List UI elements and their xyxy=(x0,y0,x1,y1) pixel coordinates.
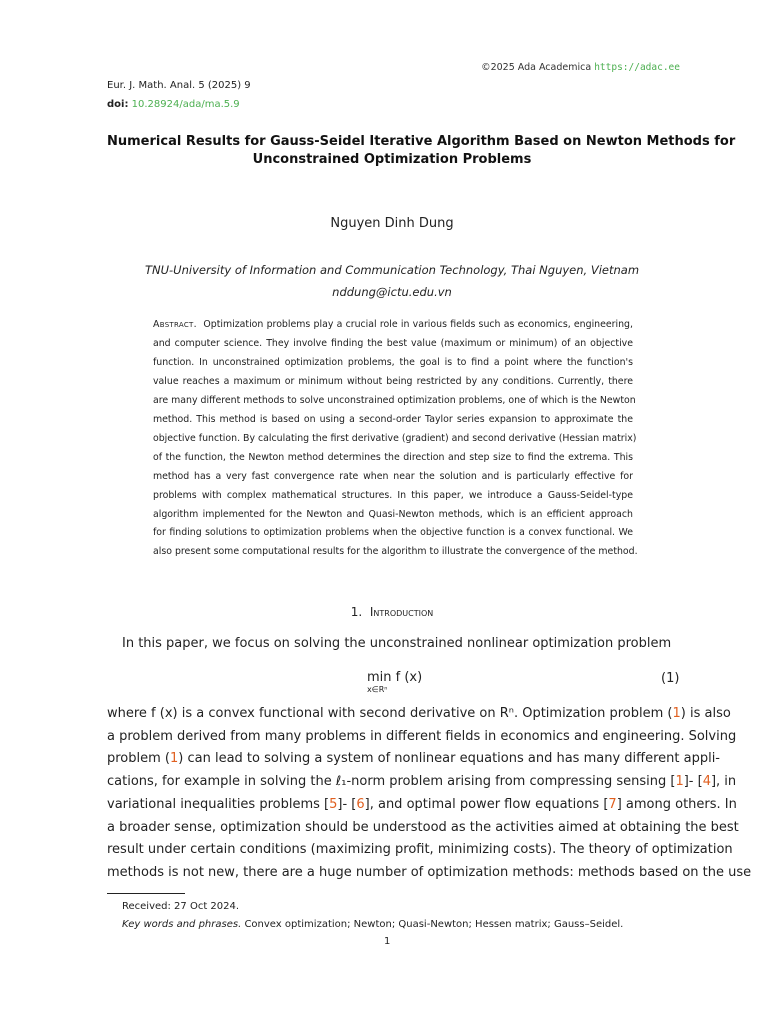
body-line: methods is not new, there are a huge number of optimization methods: methods based on the use xyxy=(107,864,752,880)
received-date: Received: 27 Oct 2024. xyxy=(122,901,240,912)
abstract-line: and computer science. They involve finding the best value (maximum or minimum) of an objective xyxy=(153,337,633,349)
doi-label: doi: xyxy=(107,99,129,110)
journal-url-link[interactable]: https://adac.ee xyxy=(594,62,680,73)
doi-link[interactable]: 10.28924/ada/ma.5.9 xyxy=(131,99,240,110)
section-heading xyxy=(107,605,677,619)
citation-link[interactable]: 7 xyxy=(608,796,617,812)
equation-ref-link[interactable]: 1 xyxy=(170,751,179,767)
title-line-2: Unconstrained Optimization Problems xyxy=(252,152,532,167)
abstract xyxy=(153,316,638,562)
equation-ref-link[interactable]: 1 xyxy=(672,706,681,721)
abstract-line: function. In unconstrained optimization problems, the goal is to find a point where the function's xyxy=(153,356,633,368)
affiliation: TNU-University of Information and Communication Technology, Thai Nguyen, Vietnam xyxy=(144,263,640,277)
abstract-line: Abstract. Optimization problems play a crucial role in various fields such as economics, engineering, xyxy=(153,319,633,330)
copyright-text: ©2025 Ada Academica xyxy=(481,62,592,73)
abstract-line: for finding solutions to optimization problems when the objective function is a convex functional. We xyxy=(153,527,633,539)
section-title: Introduction xyxy=(369,605,434,619)
citation-link[interactable]: 4 xyxy=(702,774,711,790)
abstract-line: of the function, the Newton method determines the direction and step size to find the extrema. This xyxy=(153,451,633,463)
keywords-list: Convex optimization; Newton; Quasi-Newton; Hessen matrix; Gauss–Seidel. xyxy=(244,919,624,930)
abstract-line: method. This method is based on using a second-order Taylor series expansion to approximate the xyxy=(153,413,633,425)
body-line: cations, for example in solving the ℓ₁-norm problem arising from compressing sensing [1]- [4], in xyxy=(107,774,737,790)
copyright-notice xyxy=(481,62,680,73)
body-line: variational inequalities problems [5]- [6], and optimal power flow equations [7] among others. In xyxy=(107,796,737,812)
journal-citation: Eur. J. Math. Anal. 5 (2025) 9 xyxy=(107,80,251,91)
abstract-line: are many different methods to solve unconstrained optimization problems, one of which is the Newton xyxy=(153,394,636,406)
title-line-1: Numerical Results for Gauss-Seidel Iterative Algorithm Based on Newton Methods for xyxy=(107,134,736,149)
body-line: result under certain conditions (maximizing profit, minimizing costs). The theory of optimization xyxy=(107,842,733,858)
section-number: 1. xyxy=(350,605,363,619)
citation-link[interactable]: 6 xyxy=(356,796,365,812)
doi-line xyxy=(107,99,240,110)
equation-subscript: x∈Rⁿ xyxy=(367,685,388,694)
body-line: where f (x) is a convex functional with second derivative on Rⁿ. Optimization problem (1) is also xyxy=(107,706,731,721)
equation-number: (1) xyxy=(661,671,680,686)
equation-main: min f (x) xyxy=(367,670,423,685)
keywords-label: Key words and phrases. xyxy=(122,919,242,930)
body-line: a broader sense, optimization should be understood as the activities aimed at obtaining the best xyxy=(107,819,739,835)
abstract-line: objective function. By calculating the first derivative (gradient) and second derivative (Hessian matrix) xyxy=(153,432,637,444)
keywords xyxy=(122,919,623,930)
page-number: 1 xyxy=(384,936,391,947)
author-name: Nguyen Dinh Dung xyxy=(330,216,454,231)
body-line: a problem derived from many problems in different fields in economics and engineering. Solving xyxy=(107,728,737,744)
abstract-line: method has a very fast convergence rate when near the solution and is particularly effective for xyxy=(153,470,633,482)
abstract-line: algorithm implemented for the Newton and Quasi-Newton methods, which is an efficient approach xyxy=(153,508,633,520)
abstract-line: also present some computational results for the algorithm to illustrate the convergence of the method. xyxy=(153,546,638,558)
author-email[interactable]: nddung@ictu.edu.vn xyxy=(332,285,452,299)
paper-title xyxy=(107,133,736,169)
citation-link[interactable]: 1 xyxy=(675,774,684,790)
intro-first-line: In this paper, we focus on solving the unconstrained nonlinear optimization problem xyxy=(122,636,672,651)
citation-link[interactable]: 5 xyxy=(329,796,338,812)
body-text xyxy=(107,703,752,885)
abstract-line: value reaches a maximum or minimum without being restricted by any conditions. Currently, there xyxy=(153,375,633,387)
abstract-label: Abstract. xyxy=(153,319,197,330)
footnote-rule xyxy=(107,893,185,894)
abstract-line: problems with complex mathematical structures. In this paper, we introduce a Gauss-Seidel-type xyxy=(153,489,633,501)
body-line: problem (1) can lead to solving a system of nonlinear equations and has many different appli- xyxy=(107,751,720,767)
affiliation-block xyxy=(107,259,677,303)
